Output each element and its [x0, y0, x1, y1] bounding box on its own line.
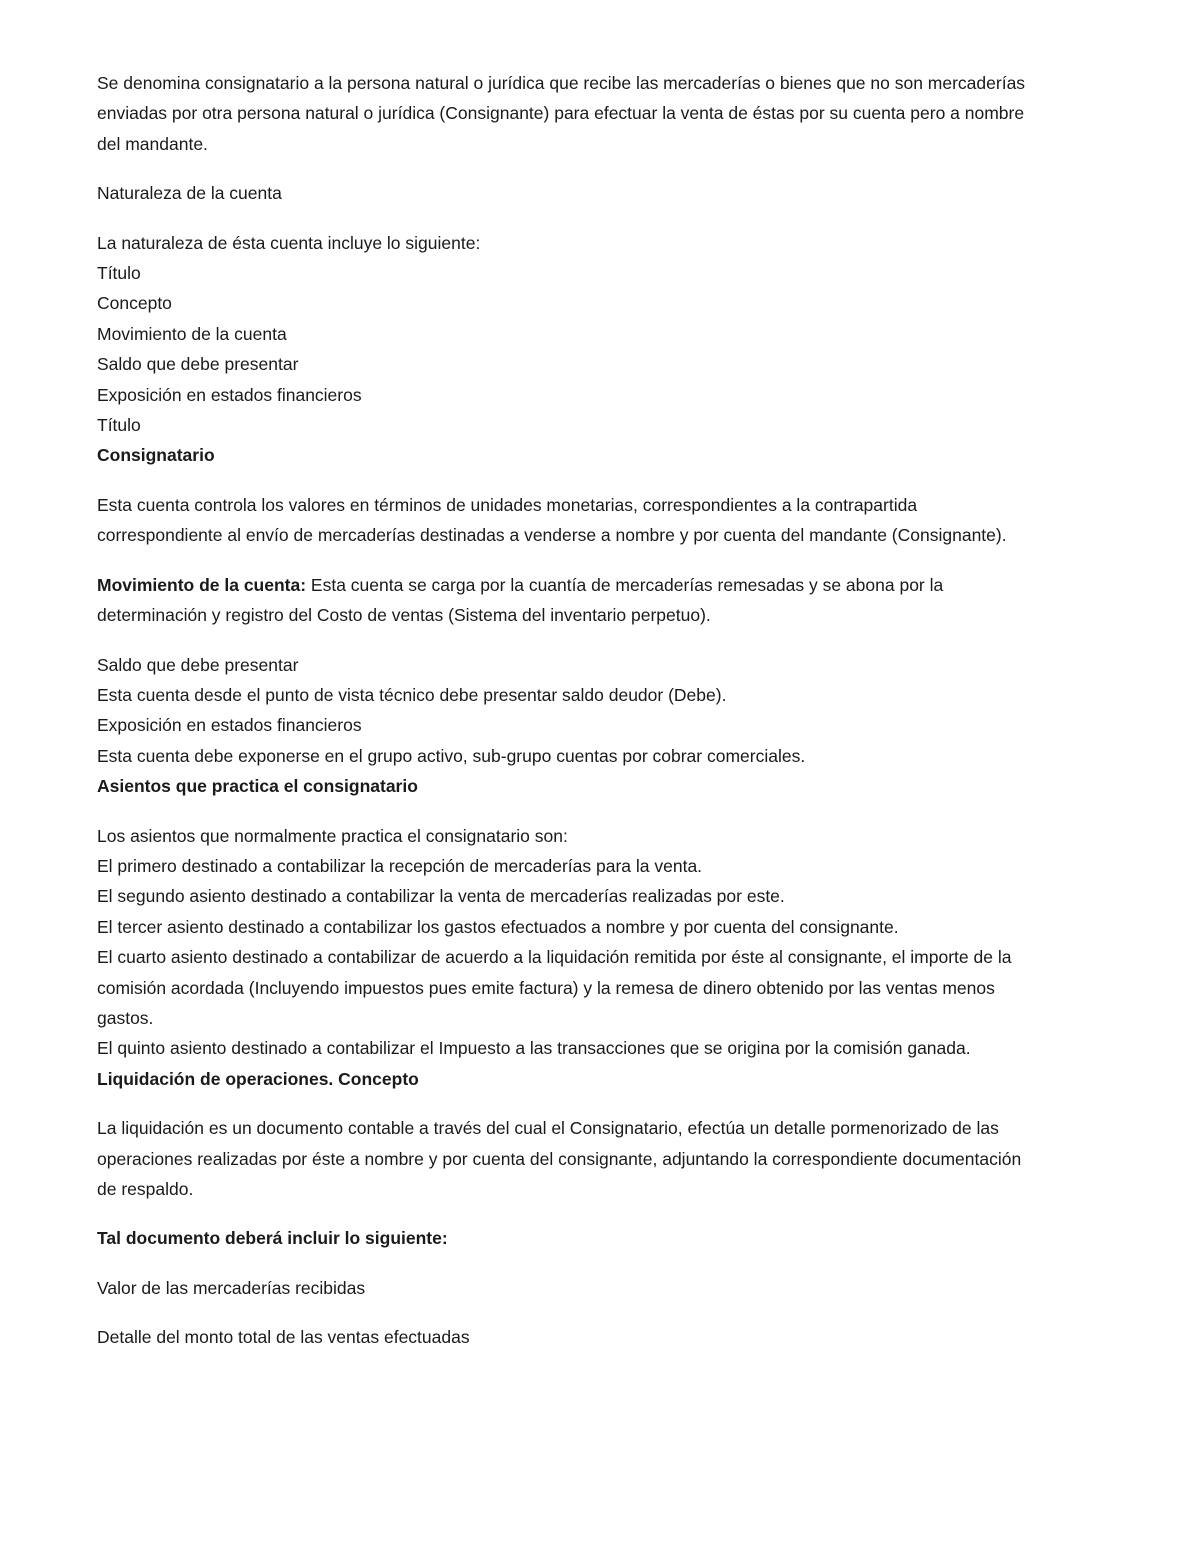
saldo-text: Esta cuenta desde el punto de vista técnico debe presentar saldo deudor (Debe). — [97, 684, 727, 705]
list-item-exposicion: Exposición en estados financieros — [97, 384, 362, 405]
asiento-quinto: El quinto asiento destinado a contabilizar el Impuesto a las transacciones que se origina por la comisión ganada. — [97, 1038, 971, 1059]
list-item-titulo: Título — [97, 263, 141, 284]
requirement-valor: Valor de las mercaderías recibidas — [97, 1277, 366, 1298]
document-page — [97, 68, 1037, 1353]
movimiento-paragraph — [97, 570, 1037, 631]
asiento-segundo: El segundo asiento destinado a contabilizar la venta de mercaderías realizadas por este. — [97, 886, 785, 907]
intro-paragraph: Se denomina consignatario a la persona natural o jurídica que recibe las mercaderías o bienes que no son mercaderías enviadas por otra persona natural o jurídica (Consignante) para efectuar la venta de éstas por su cuenta pero a nombre del mandante. — [97, 73, 1026, 154]
saldo-heading: Saldo que debe presentar — [97, 654, 299, 675]
exposicion-heading: Exposición en estados financieros — [97, 715, 362, 736]
list-item-movimiento: Movimiento de la cuenta — [97, 323, 287, 344]
naturaleza-intro: La naturaleza de ésta cuenta incluye lo siguiente: — [97, 232, 481, 253]
list-item-saldo: Saldo que debe presentar — [97, 354, 299, 375]
asiento-cuarto: El cuarto asiento destinado a contabilizar de acuerdo a la liquidación remitida por éste al consignante, el importe de la comisión acordada (Incluyendo impuestos pues emite factura) y la remesa de dinero obtenido por las ventas menos gastos. — [97, 947, 1012, 1028]
liquidacion-paragraph: La liquidación es un documento contable a través del cual el Consignatario, efectúa un detalle pormenorizado de las operaciones realizadas por éste a nombre y por cuenta del consignante, adjuntando la correspondiente documentación de respaldo. — [97, 1118, 1022, 1199]
movimiento-label: Movimiento de la cuenta: — [97, 574, 307, 595]
exposicion-text: Esta cuenta debe exponerse en el grupo activo, sub-grupo cuentas por cobrar comerciales. — [97, 745, 806, 766]
naturaleza-heading: Naturaleza de la cuenta — [97, 183, 282, 204]
list-item-titulo-2: Título — [97, 415, 141, 436]
liquidacion-heading: Liquidación de operaciones. Concepto — [97, 1068, 419, 1089]
documento-heading: Tal documento deberá incluir lo siguiente: — [97, 1228, 448, 1249]
concepto-paragraph: Esta cuenta controla los valores en términos de unidades monetarias, correspondientes a la contrapartida correspondiente al envío de mercaderías destinadas a venderse a nombre y por cuenta del mandante (Consignante). — [97, 494, 1007, 546]
consignatario-heading: Consignatario — [97, 445, 215, 466]
asientos-heading: Asientos que practica el consignatario — [97, 776, 418, 797]
asientos-intro: Los asientos que normalmente practica el consignatario son: — [97, 825, 568, 846]
requirement-detalle: Detalle del monto total de las ventas efectuadas — [97, 1327, 470, 1348]
asiento-tercero: El tercer asiento destinado a contabilizar los gastos efectuados a nombre y por cuenta del consignante. — [97, 916, 899, 937]
list-item-concepto: Concepto — [97, 293, 172, 314]
asiento-primero: El primero destinado a contabilizar la recepción de mercaderías para la venta. — [97, 855, 703, 876]
movimiento-text: Esta cuenta se carga por la cuantía de mercaderías remesadas y se abona por la determinación y registro del Costo de ventas (Sistema del inventario perpetuo). — [97, 574, 944, 626]
